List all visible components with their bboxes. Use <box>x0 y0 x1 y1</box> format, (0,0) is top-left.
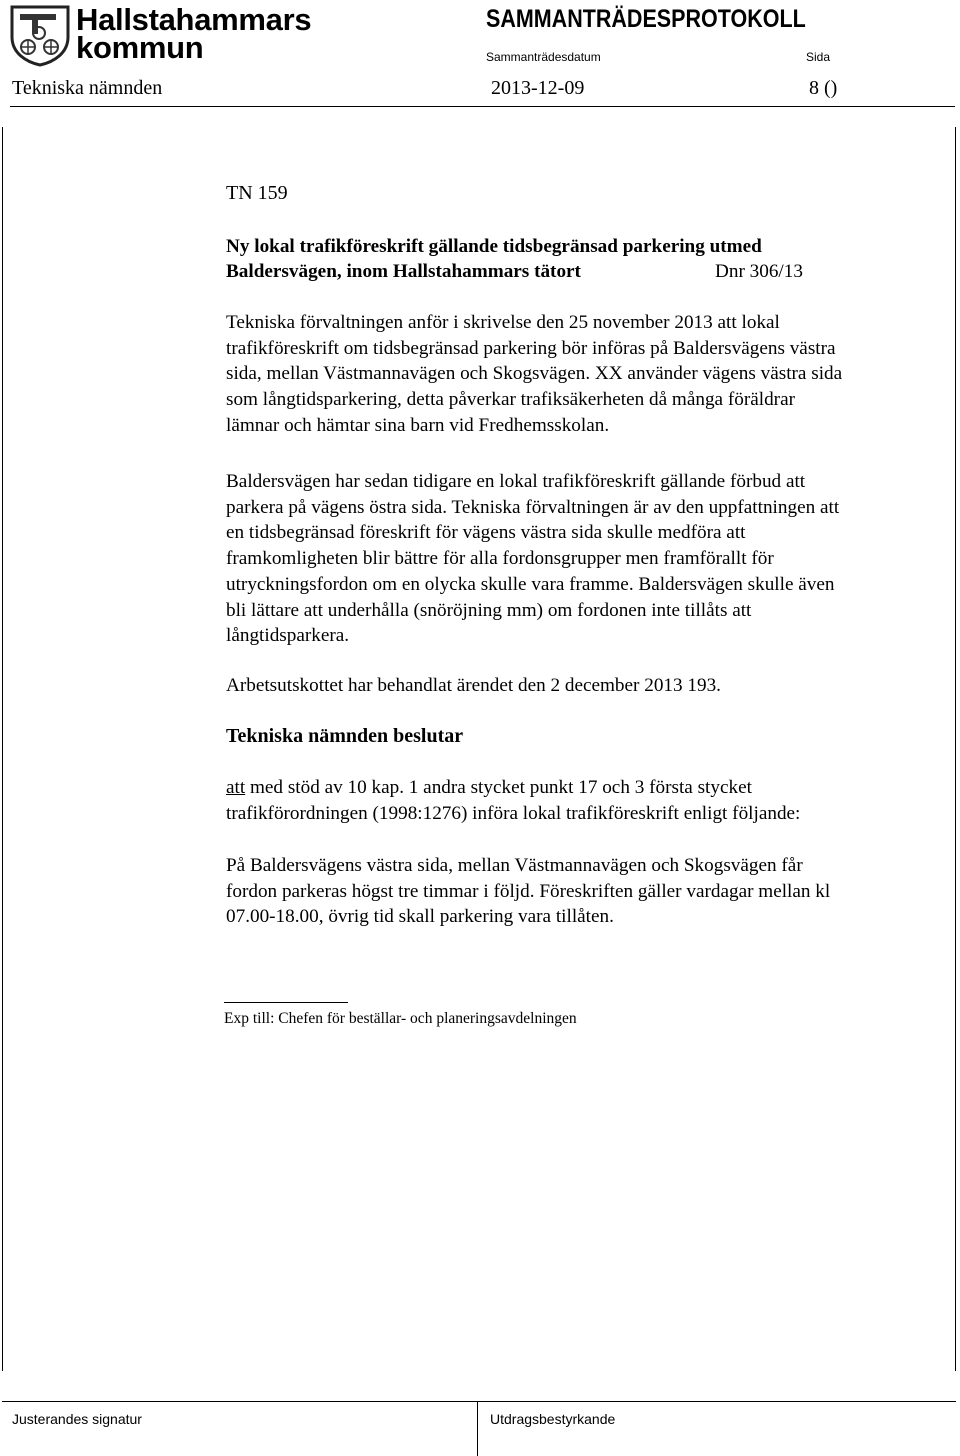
meeting-date: 2013-12-09 <box>491 77 585 99</box>
item-title-line2: Baldersvägen, inom Hallstahammars tätort <box>226 261 581 282</box>
distribution-list: Exp till: Chefen för beställar- och planeringsavdelningen <box>224 1010 577 1027</box>
paragraph-line: en tidsbegränsad föreskrift för vägens västra sida skulle medföra att <box>226 522 746 544</box>
coat-of-arms-icon <box>10 5 72 67</box>
section-number: TN 159 <box>226 182 288 204</box>
decision-heading: Tekniska nämnden beslutar <box>226 725 464 747</box>
item-title-line1: Ny lokal trafikföreskrift gällande tidsbegränsad parkering utmed <box>226 236 762 257</box>
paragraph-line: Tekniska förvaltningen anför i skrivelse den 25 november 2013 att lokal <box>226 312 780 333</box>
paragraph-background <box>226 310 956 439</box>
footer-column-divider <box>477 1401 478 1456</box>
paragraph-line: parkera på vägens östra sida. Tekniska förvaltningen är av den uppfattningen att <box>226 496 840 518</box>
meeting-date-label: Sammanträdesdatum <box>486 50 601 64</box>
decision-line <box>226 775 956 801</box>
paragraph-line: utryckningsfordon om en olycka skulle vara framme. Baldersvägen skulle även <box>226 573 835 595</box>
paragraph-line: långtidsparkera. <box>226 625 350 647</box>
distribution-rule <box>224 1002 348 1003</box>
left-margin-rule <box>2 127 3 1371</box>
diary-number: Dnr 306/13 <box>715 261 803 282</box>
header-divider <box>10 106 955 107</box>
paragraph-line: som långtidsparkering, detta påverkar trafiksäkerheten då många föräldrar <box>226 389 795 411</box>
committee-name: Tekniska nämnden <box>12 77 163 99</box>
paragraph-line: bli lättare att underhålla (snöröjning mm) om fordonen inte tillåts att <box>226 599 752 621</box>
decision-line: trafikförordningen (1998:1276) införa lokal trafikföreskrift enligt följande: <box>226 802 801 824</box>
document-type: SAMMANTRÄDESPROTOKOLL <box>486 5 806 33</box>
paragraph-line: framkomligheten blir bättre för alla fordonsgrupper men framförallt för <box>226 548 774 570</box>
regulation-line: 07.00-18.00, övrig tid skall parkering vara tillåten. <box>226 906 614 928</box>
signature-label: Justerandes signatur <box>12 1411 142 1427</box>
page-label: Sida <box>806 50 831 64</box>
paragraph-current-regulation <box>226 469 956 649</box>
organization-name-line2: kommun <box>76 30 204 65</box>
regulation-line: fordon parkeras högst tre timmar i följd. Föreskriften gäller vardagar mellan kl <box>226 880 831 902</box>
paragraph-working-committee: Arbetsutskottet har behandlat ärendet den 2 december 2013 193. <box>226 675 721 696</box>
certification-label: Utdragsbestyrkande <box>490 1411 616 1427</box>
paragraph-line: lämnar och hämtar sina barn vid Fredhemsskolan. <box>226 414 610 436</box>
regulation-text <box>226 853 956 930</box>
decision-att: att <box>226 777 246 798</box>
paragraph-line: sida, mellan Västmannavägen och Skogsvägen. XX använder vägens västra sida <box>226 363 843 385</box>
decision-text <box>226 775 956 826</box>
paragraph-line: Baldersvägen har sedan tidigare en lokal trafikföreskrift gällande förbud att <box>226 471 806 492</box>
organization-name-line1: Hallstahammars <box>76 2 312 37</box>
paragraph-line: trafikföreskrift om tidsbegränsad parkering bör införas på Baldersvägens västra <box>226 337 836 359</box>
decision-line1-rest: med stöd av 10 kap. 1 andra stycket punkt 17 och 3 första stycket <box>245 777 752 798</box>
page-number: 8 () <box>809 77 838 99</box>
footer-divider <box>2 1401 956 1402</box>
regulation-line: På Baldersvägens västra sida, mellan Västmannavägen och Skogsvägen får <box>226 855 803 876</box>
